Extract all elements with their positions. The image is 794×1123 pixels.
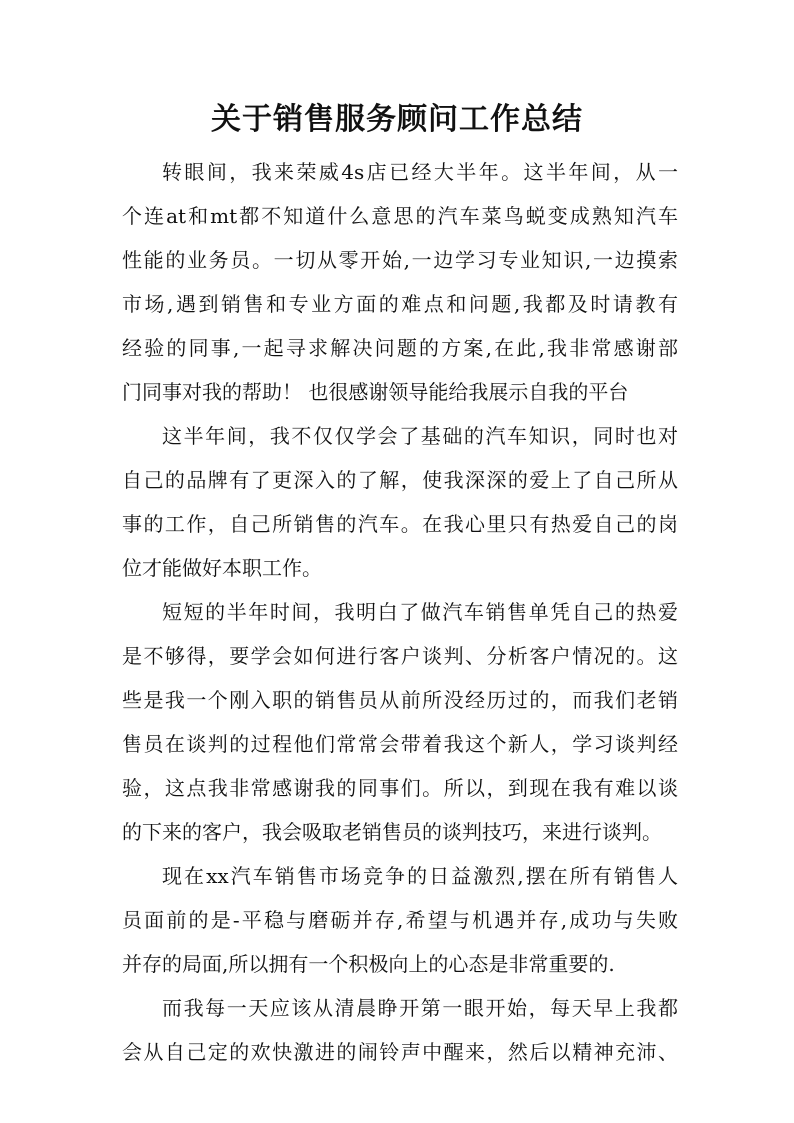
text-line: 经验的同事,一起寻求解决问题的方案,在此,我非常感谢部 — [122, 336, 678, 360]
paragraph-1 — [122, 150, 678, 414]
document-title: 关于销售服务顾问工作总结 — [211, 102, 583, 137]
text-line: 现在xx汽车销售市场竞争的日益激烈,摆在所有销售人 — [162, 864, 678, 888]
text-line: 并存的局面,所以拥有一个积极向上的心态是非常重要的. — [122, 952, 615, 976]
text-line: 验，这点我非常感谢我的同事们。所以，到现在我有难以谈 — [122, 776, 678, 800]
text-line: 转眼间，我来荣威4s店已经大半年。这半年间，从一 — [162, 160, 678, 184]
text-line: 位才能做好本职工作。 — [122, 556, 322, 580]
document-body — [122, 150, 678, 1074]
text-line: 是不够得，要学会如何进行客户谈判、分析客户情况的。这 — [122, 644, 678, 668]
text-line: 会从自己定的欢快激进的闹铃声中醒来，然后以精神充沛、 — [122, 1040, 678, 1064]
text-line: 事的工作，自己所销售的汽车。在我心里只有热爱自己的岗 — [122, 512, 678, 536]
text-line: 短短的半年时间，我明白了做汽车销售单凭自己的热爱 — [162, 600, 678, 624]
text-line: 的下来的客户，我会吸取老销售员的谈判技巧，来进行谈判。 — [122, 820, 662, 844]
text-line: 售员在谈判的过程他们常常会带着我这个新人，学习谈判经 — [122, 732, 678, 756]
text-line: 性能的业务员。一切从零开始,一边学习专业知识,一边摸索 — [122, 248, 678, 272]
text-line: 些是我一个刚入职的销售员从前所没经历过的，而我们老销 — [122, 688, 678, 712]
text-line: 市场,遇到销售和专业方面的难点和问题,我都及时请教有 — [122, 292, 678, 316]
paragraph-4 — [122, 854, 678, 986]
paragraph-5 — [122, 986, 678, 1074]
text-line: 个连at和mt都不知道什么意思的汽车菜鸟蜕变成熟知汽车 — [122, 204, 678, 228]
text-line: 门同事对我的帮助！ 也很感谢领导能给我展示自我的平台 — [122, 380, 629, 404]
text-line: 员面前的是-平稳与磨砺并存,希望与机遇并存,成功与失败 — [122, 908, 678, 932]
text-line: 而我每一天应该从清晨睁开第一眼开始，每天早上我都 — [162, 996, 678, 1020]
paragraph-3 — [122, 590, 678, 854]
text-line: 这半年间，我不仅仅学会了基础的汽车知识，同时也对 — [162, 424, 678, 448]
paragraph-2 — [122, 414, 678, 590]
text-line: 自己的品牌有了更深入的了解，使我深深的爱上了自己所从 — [122, 468, 678, 492]
